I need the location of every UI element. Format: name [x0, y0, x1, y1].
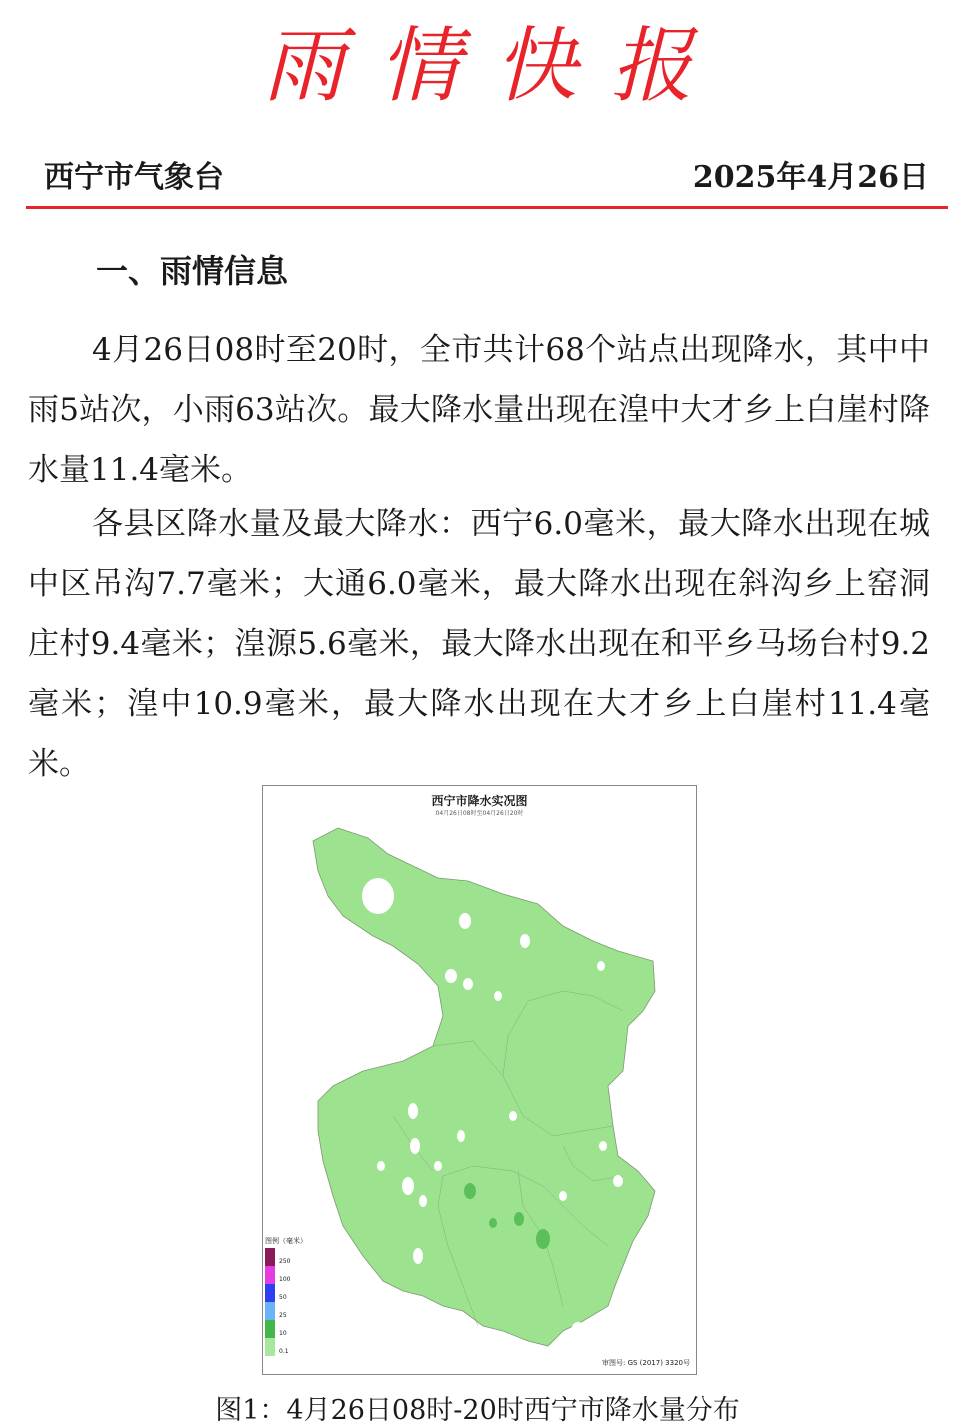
- map-subtitle: 04月26日08时至04月26日20时: [435, 810, 524, 817]
- legend-swatch: [265, 1266, 275, 1284]
- legend-label: 25: [279, 1312, 287, 1319]
- legend-swatch: [265, 1338, 275, 1356]
- map-region: [263, 786, 696, 1374]
- legend-row: [265, 1338, 313, 1356]
- header-divider: [26, 206, 948, 209]
- legend-label: 100: [279, 1276, 291, 1283]
- legend-row: [265, 1266, 313, 1284]
- legend-label: 0.1: [279, 1348, 289, 1355]
- legend-swatch: [265, 1320, 275, 1338]
- legend-row: [265, 1302, 313, 1320]
- legend-row: [265, 1320, 313, 1338]
- legend-row: [265, 1284, 313, 1302]
- legend-swatch: [265, 1284, 275, 1302]
- paragraph-districts: 各县区降水量及最大降水：西宁6.0毫米，最大降水出现在城中区吊沟7.7毫米；大通6.0毫米，最大降水出现在斜沟乡上窑洞庄村9.4毫米；湟源5.6毫米，最大降水出现在和平乡马场台村9.2毫米；湟中10.9毫米，最大降水出现在大才乡上白崖村11.4毫米。: [28, 506, 930, 782]
- precipitation-map: [262, 785, 697, 1375]
- xining-region-shape: [313, 828, 655, 1346]
- legend-label: 250: [279, 1258, 291, 1265]
- report-date: 2025年4月26日: [692, 160, 929, 195]
- legend-swatch: [265, 1302, 275, 1320]
- map-legend: [265, 1236, 313, 1356]
- report-title: 雨情快报: [262, 19, 727, 114]
- figure-caption: 图1：4月26日08时-20时西宁市降水量分布: [215, 1395, 740, 1426]
- issuing-org: 西宁市气象台: [44, 160, 224, 195]
- map-title: 西宁市降水实况图: [431, 794, 528, 808]
- map-approval-note: 审图号: GS (2017) 3320号: [602, 1359, 690, 1367]
- section-heading: 一、雨情信息: [96, 252, 289, 290]
- paragraph-summary: 4月26日08时至20时，全市共计68个站点出现降水，其中中雨5站次，小雨63站次。最大降水量出现在湟中大才乡上白崖村降水量11.4毫米。: [28, 332, 930, 488]
- legend-title: 图例（毫米）: [265, 1237, 307, 1245]
- legend-label: 50: [279, 1294, 287, 1301]
- legend-row: [265, 1248, 313, 1266]
- legend-label: 10: [279, 1330, 287, 1337]
- legend-swatch: [265, 1248, 275, 1266]
